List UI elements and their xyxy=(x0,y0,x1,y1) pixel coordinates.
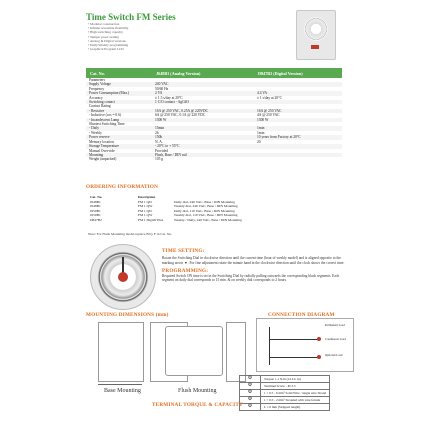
ordering-description: Weekly / Daily, 240 VAC, Base / DIN Mounting xyxy=(174,217,242,222)
feature-list xyxy=(88,22,128,51)
terminal-spec: 1 × 0.5 - 6 mm² Solid Wire / single wire Strand xyxy=(261,390,330,397)
feature-item: • Analog & Digital versions xyxy=(88,39,128,43)
spec-parameter: Supply Voltage xyxy=(86,82,152,86)
spec-digital-value xyxy=(254,157,342,161)
ordering-model: FM 1 QD xyxy=(138,208,152,213)
connection-diagram xyxy=(256,318,354,372)
ordering-table xyxy=(86,195,246,223)
spec-parameter: Power Consumption (Max.) xyxy=(86,91,152,95)
ordering-description: Daily dial, 240 VAC, Base / DIN Mounting xyxy=(174,199,235,204)
spec-parameter: Mounting xyxy=(86,153,152,157)
spec-digital-value: 1300 W xyxy=(254,118,342,122)
load-label: Optional Load xyxy=(325,353,343,357)
spec-parameter: - Weekly xyxy=(89,130,102,135)
terminal-row xyxy=(240,390,330,397)
wire-line xyxy=(269,339,319,340)
spec-digital-value: 4.4 VA xyxy=(254,91,342,95)
programming-body: Required Switch ON time is set in the Switching Dial by radially pulling outwards the corresponding black segments. Each segment on daily dial corresponds to 15 min. & on weekly dial corresponds to 2 hours. xyxy=(162,273,340,283)
spec-analog-value: N. A. xyxy=(155,139,163,144)
time-setting-body: Rotate the Switching Dial in clockwise direction until the current time (hour of weekly model) and is aligned opposite to the marking arrow ▼. For fine adjustment rotate the minute hand in the clockwise direction until the clock shows the correct time. xyxy=(162,256,345,265)
spec-analog-value: 240 VAC xyxy=(152,82,254,86)
wire-line xyxy=(269,327,270,365)
feature-item: • Modular construction xyxy=(88,22,128,26)
terminal-table xyxy=(239,375,330,411)
ordering-cat-no: J648B1 xyxy=(90,199,101,204)
base-mounting-caption: Base Mounting xyxy=(104,388,141,394)
ordering-description: Daily dial, 110 VAC, Base / DIN Mounting xyxy=(174,208,235,213)
terminal-row xyxy=(240,383,330,390)
ordering-model: FM 1 QW xyxy=(138,204,153,209)
spec-row xyxy=(86,157,342,161)
terminal-heading: TERMINAL TORQUE & CAPACITY xyxy=(152,402,243,408)
dimension-line xyxy=(98,384,142,385)
spec-analog-value: Flush, Base / DIN rail xyxy=(152,153,254,157)
ordering-cat-no: J650B1 xyxy=(90,208,101,213)
ordering-header: Description xyxy=(138,195,156,199)
terminal-icon: ⚙ xyxy=(240,397,261,404)
spec-analog-value: 105 g xyxy=(155,157,164,162)
terminal-row xyxy=(240,376,330,383)
spec-header: J648B1 (Analog Version) xyxy=(152,68,254,78)
ordering-note: Note: For Flush Mounting model replace B by F in Cat. No. xyxy=(88,232,173,236)
terminal-spec: Torque: 1.1 N.m (14 Lb. in) xyxy=(261,376,330,383)
spec-parameter: - Daily xyxy=(86,126,152,130)
feature-item: • Infinite reversible flexibility xyxy=(88,26,128,30)
terminal-body xyxy=(240,376,330,411)
product-dial-image xyxy=(304,17,328,41)
terminal-spec: Terminal Screw - M 3.5 xyxy=(261,383,330,390)
wire-line xyxy=(269,357,319,358)
spec-analog-value: - 20°C to + 55°C xyxy=(152,144,254,148)
spec-parameter: Contact Rating xyxy=(89,104,111,109)
connection-heading: CONNECTION DIAGRAM xyxy=(268,312,335,318)
spec-analog-value: 150h xyxy=(152,135,254,139)
ordering-model: FM 1 QW xyxy=(138,213,153,218)
spec-header-row xyxy=(86,68,342,78)
spec-parameter: - Incandescent Lamp xyxy=(86,118,152,122)
load-label: Permanent Load xyxy=(325,323,345,327)
spec-digital-value: 10 years from Factory at 20°C xyxy=(254,135,342,139)
spec-parameter: Switching contact xyxy=(86,100,152,104)
terminal-icon: ⚙ xyxy=(240,404,261,411)
spec-parameter: - Resistive xyxy=(86,109,152,113)
spec-parameter: Storage Temperature xyxy=(86,144,152,148)
load-label: Continuous Load xyxy=(325,337,346,341)
dial-hub-image xyxy=(118,272,128,282)
mounting-heading: MOUNTING DIMENSIONS (mm) xyxy=(86,312,169,318)
ordering-cat-no: D847B2 xyxy=(90,217,102,222)
spec-body xyxy=(86,78,342,162)
terminal-icon: ⚙ xyxy=(240,390,261,397)
feature-item: • Daily/Weekly programming xyxy=(88,43,128,47)
spec-parameter: Manual Over-ride xyxy=(89,148,115,153)
terminal-icon: ⚙ xyxy=(240,376,261,383)
feature-item: • Tamper proof sealing xyxy=(88,35,128,39)
ordering-model: FM 1 Digi20 Plus xyxy=(138,217,164,222)
load-terminal-icon xyxy=(317,337,321,341)
terminal-row xyxy=(240,397,330,404)
spec-parameter: Weight (unpacked) xyxy=(89,157,117,162)
spec-parameter: Accuracy xyxy=(89,95,103,100)
page-title: Time Switch FM Series xyxy=(86,12,176,22)
ordering-description: Weekly dial, 240 VAC, Base / DIN Mounting xyxy=(174,204,238,209)
spec-analog-value: 1300 W xyxy=(152,118,254,122)
spec-analog-value: 15min xyxy=(152,126,254,130)
ordering-body xyxy=(86,200,246,223)
spec-analog-value: Provided xyxy=(155,148,168,153)
terminal-row xyxy=(240,404,330,411)
ordering-heading: ORDERING INFORMATION xyxy=(86,184,159,190)
flush-mounting-drawing xyxy=(165,326,223,376)
terminal-spec: L = 6 mm (Stripped length) xyxy=(261,404,330,411)
feature-item: • Graphical Program LCD xyxy=(88,47,128,51)
ordering-header: Cat. No. xyxy=(90,195,103,199)
spec-analog-value: 6A @ 250 VAC, 0.1A @ 220 VDC xyxy=(155,113,206,118)
switch-dial-image xyxy=(90,244,156,310)
spec-digital-value: 1min xyxy=(254,126,342,130)
spec-header: Cat. No. xyxy=(86,68,152,78)
spec-parameter: Parameters xyxy=(89,78,105,82)
spec-header: D847B2 (Digital Version) xyxy=(254,68,342,78)
flush-mounting-caption: Flush Mounting xyxy=(178,388,217,394)
spec-digital-value: ± 1 s/day at 20°C xyxy=(257,95,282,100)
load-terminal-icon xyxy=(317,355,321,359)
time-setting-heading: TIME SETTING: xyxy=(162,248,205,254)
ordering-row xyxy=(86,218,246,223)
ordering-description: Weekly dial, 110 VAC, Base / DIN Mounting xyxy=(174,213,238,218)
spec-digital-value: 16A @ 250 VAC xyxy=(254,109,342,113)
feature-item: • High switching capacity xyxy=(88,30,128,34)
ordering-cat-no: J648B1 xyxy=(90,204,101,209)
spec-digital-value: 4A @ 250 VAC xyxy=(257,113,280,118)
spec-analog-value: 2 VA xyxy=(152,91,254,95)
spec-parameter: Frequency xyxy=(89,86,105,91)
spec-table xyxy=(86,68,342,162)
flush-side-drawing xyxy=(226,322,246,382)
spec-analog-value: ± 1.5 s/day at 20°C xyxy=(155,95,183,100)
product-label-image xyxy=(311,45,319,49)
spec-analog-value: 16A @ 250 VAC, 0.25A @ 220VDC xyxy=(152,109,254,113)
product-image xyxy=(296,10,336,60)
time-setting-text xyxy=(162,256,348,283)
spec-parameter: Power reserve xyxy=(86,135,152,139)
ordering-model: FM 1 QD xyxy=(138,199,152,204)
base-mounting-drawing xyxy=(98,322,144,382)
spec-analog-value: 50/60 Hz xyxy=(155,86,169,91)
spec-digital-value: 1min xyxy=(257,130,265,135)
spec-analog-value: 2h xyxy=(155,130,159,135)
spec-parameter: - Inductive (cos = 0.6) xyxy=(89,113,122,118)
programming-heading: PROGRAMMING: xyxy=(162,268,209,275)
ordering-cat-no: J650B1 xyxy=(90,213,101,218)
spec-digital-value: 20 xyxy=(257,139,261,144)
terminal-icon: ⚙ xyxy=(240,383,261,390)
spec-analog-value: 1 C/O contact - AgCdO xyxy=(152,100,254,104)
spec-parameter: Memory location xyxy=(89,139,114,144)
spec-parameter: Shortest Switching Time xyxy=(89,122,125,127)
terminal-spec: 1 × 0.5 - 2 mm² Stranded with wire ferrule xyxy=(261,397,330,404)
